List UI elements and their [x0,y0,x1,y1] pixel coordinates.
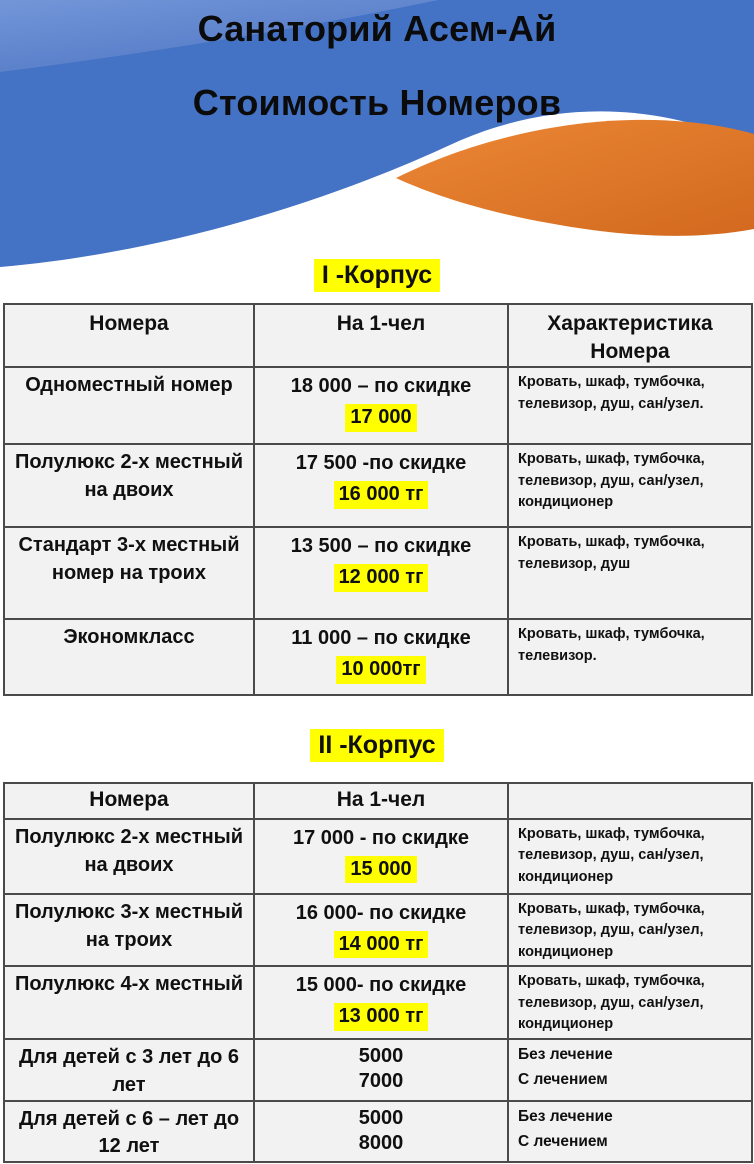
price-cell [254,819,508,894]
price-base: 18 000 – по скидке [290,375,472,398]
price-discount: 13 000 тг [334,1003,429,1031]
price-cell [254,894,508,966]
table-row [4,819,752,894]
price-cell [254,619,508,695]
room-features: Кровать, шкаф, тумбочка, телевизор, душ, сан/узел, кондиционер [508,966,752,1039]
section-label-korpus-2 [0,729,754,762]
price-discount: 15 000 [345,856,416,884]
table-row [4,1039,752,1100]
price-with-treatment: 7000 [358,1070,404,1093]
treatment-options-cell [508,1101,752,1162]
column-header-per-person: На 1-чел [254,783,508,819]
treatment-options-cell [508,1039,752,1100]
price-base: 13 500 – по скидке [290,535,472,558]
table-row [4,894,752,966]
price-without-treatment: 5000 [358,1106,404,1129]
price-discount-line [256,854,506,884]
option-with-treatment: С лечением [518,1132,608,1150]
page-title: Санаторий Асем-Ай [197,8,557,49]
room-name: Одноместный номер [4,367,254,444]
price-cell [254,1039,508,1100]
price-discount: 12 000 тг [334,564,429,592]
room-features: Кровать, шкаф, тумбочка, телевизор, душ, сан/узел, кондиционер [508,444,752,527]
room-name: Экономкласс [4,619,254,695]
price-base: 17 000 - по скидке [292,827,470,849]
price-discount-line [256,402,506,432]
price-base: 16 000- по скидке [295,902,467,924]
price-discount-line [256,929,506,959]
room-name: Полулюкс 2-х местный на двоих [4,444,254,527]
option-without-treatment: Без лечение [518,1107,613,1125]
price-base: 15 000- по скидке [295,974,467,997]
table-row [4,966,752,1039]
korpus-2-price-table [3,782,753,1163]
price-discount: 17 000 [345,404,416,432]
room-name: Стандарт 3-х местный номер на троих [4,527,254,619]
room-features: Кровать, шкаф, тумбочка, телевизор. [508,619,752,695]
column-header-empty [508,783,752,819]
price-discount-line [256,562,506,592]
option-with-treatment: С лечением [518,1071,608,1089]
room-name: Полулюкс 2-х местный на двоих [4,819,254,894]
price-cell [254,367,508,444]
table-row [4,527,752,619]
price-cell [254,966,508,1039]
korpus-1-price-table [3,303,753,696]
table-row [4,619,752,695]
table-header-row [4,783,752,819]
price-cell [254,1101,508,1162]
price-base: 11 000 – по скидке [291,627,471,650]
option-without-treatment: Без лечение [518,1046,613,1064]
column-header-rooms: Номера [4,783,254,819]
price-discount-line [256,479,506,509]
room-name: Полулюкс 3-х местный на троих [4,894,254,966]
section-label-korpus-1 [0,259,754,292]
price-discount: 10 000тг [336,656,425,684]
price-discount: 14 000 тг [334,931,429,959]
price-with-treatment: 8000 [358,1131,404,1154]
table-row [4,367,752,444]
price-without-treatment: 5000 [358,1045,404,1068]
page-subtitle: Стоимость Номеров [192,82,562,123]
column-header-rooms: Номера [4,304,254,367]
table-row [4,1101,752,1162]
room-name: Для детей с 6 – лет до 12 лет [4,1101,254,1162]
room-name: Для детей с 3 лет до 6 лет [4,1039,254,1100]
table-header-row [4,304,752,367]
column-header-per-person: На 1-чел [254,304,508,367]
room-features: Кровать, шкаф, тумбочка, телевизор, душ [508,527,752,619]
room-name: Полулюкс 4-х местный [4,966,254,1039]
room-features: Кровать, шкаф, тумбочка, телевизор, душ, сан/узел, кондиционер [508,894,752,966]
room-features: Кровать, шкаф, тумбочка, телевизор, душ, сан/узел. [508,367,752,444]
price-discount-line [256,1001,506,1031]
price-discount: 16 000 тг [334,481,429,509]
column-header-features: Характеристика Номера [508,304,752,367]
price-discount-line [256,654,506,684]
room-features: Кровать, шкаф, тумбочка, телевизор, душ, сан/узел, кондиционер [508,819,752,894]
table-row [4,444,752,527]
price-cell [254,527,508,619]
korpus-1-highlighted-label: I -Корпус [314,259,440,292]
korpus-2-highlighted-label: II -Корпус [310,729,443,762]
price-cell [254,444,508,527]
price-base: 17 500 -по скидке [295,452,467,475]
